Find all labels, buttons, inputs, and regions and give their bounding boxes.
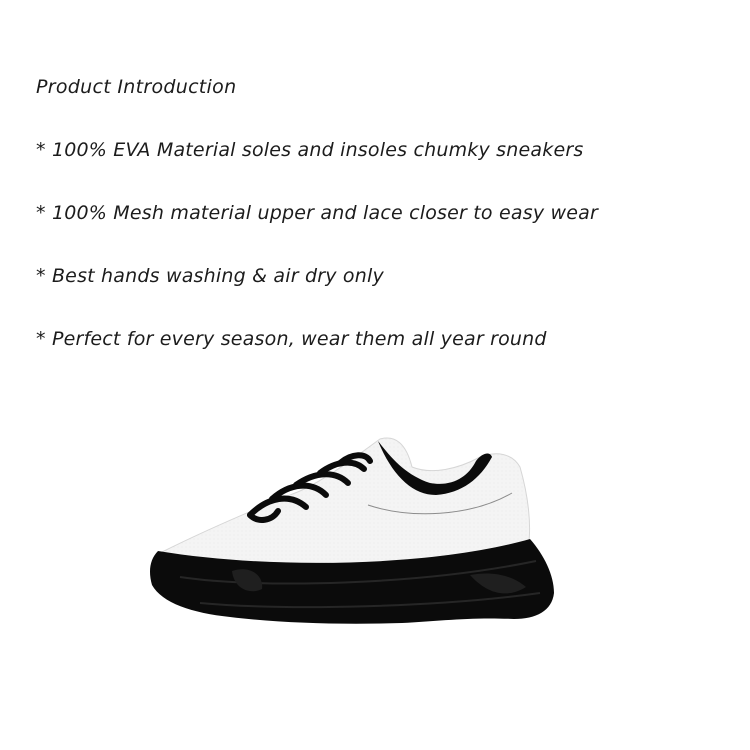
feature-item-season: * Perfect for every season, wear them all year round bbox=[36, 328, 547, 350]
feature-item-material: * 100% EVA Material soles and insoles chumky sneakers bbox=[36, 139, 584, 161]
product-introduction bbox=[36, 74, 716, 352]
feature-list bbox=[36, 137, 716, 352]
feature-item-care: * Best hands washing & air dry only bbox=[36, 265, 384, 287]
sneaker-image bbox=[140, 425, 570, 635]
intro-title: Product Introduction bbox=[36, 76, 237, 98]
feature-item-mesh: * 100% Mesh material upper and lace closer to easy wear bbox=[36, 202, 598, 224]
